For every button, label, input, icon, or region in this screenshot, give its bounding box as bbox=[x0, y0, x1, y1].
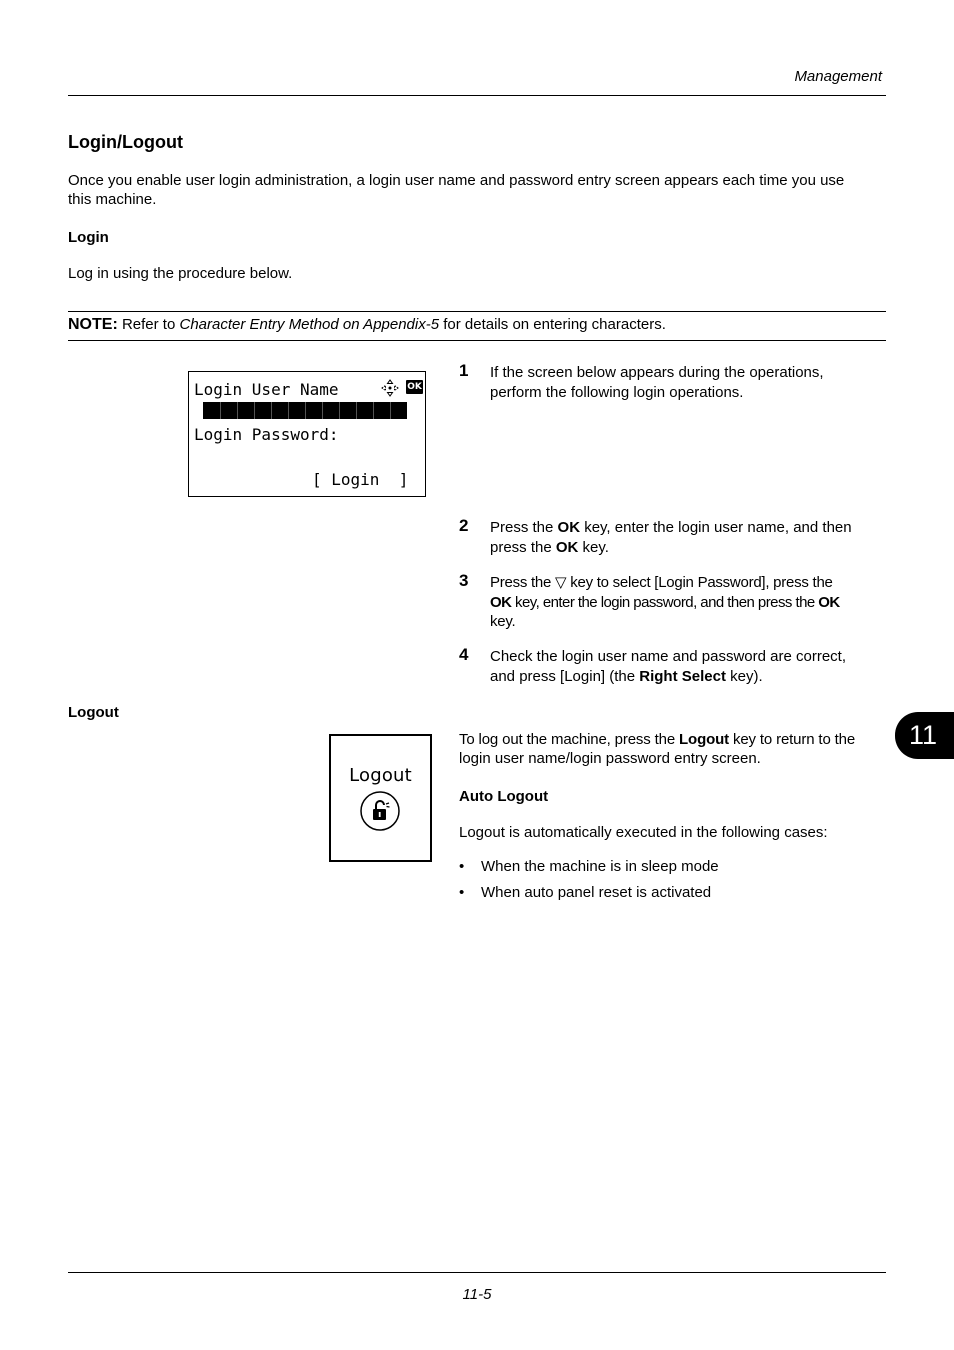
step-1-line-1: If the screen below appears during the operations, bbox=[490, 364, 824, 381]
ok-key-ref: OK bbox=[555, 538, 579, 556]
right-select-key-ref: Right Select bbox=[639, 667, 726, 685]
ok-key-ref: OK bbox=[557, 519, 581, 536]
logout-key-ref: Logout bbox=[679, 731, 729, 748]
header-rule bbox=[68, 95, 886, 96]
step-3-text-a: Press the bbox=[490, 574, 556, 591]
step-2-text-d: press the bbox=[490, 538, 556, 556]
logout-desc-a: To log out the machine, press the bbox=[459, 731, 680, 748]
step-2-text bbox=[490, 518, 886, 557]
step-3-number: 3 bbox=[459, 571, 469, 590]
ok-key-ref: OK bbox=[490, 593, 512, 611]
auto-logout-heading: Auto Logout bbox=[459, 788, 549, 805]
auto-logout-description: Logout is automatically executed in the following cases: bbox=[459, 824, 828, 841]
step-1-number: 1 bbox=[459, 361, 469, 380]
step-3-text-b: key to select [Login Password], press the bbox=[566, 574, 833, 591]
step-3-text bbox=[490, 573, 886, 632]
step-2-number: 2 bbox=[459, 516, 469, 535]
cross-key-icon bbox=[381, 379, 399, 397]
ok-key-badge: OK bbox=[407, 382, 422, 392]
step-4-text-d: key). bbox=[725, 667, 763, 685]
step-4-number: 4 bbox=[459, 645, 469, 664]
lcd-input-field bbox=[203, 402, 407, 419]
footer-rule bbox=[68, 1272, 886, 1273]
note bbox=[68, 315, 666, 334]
down-triangle-icon: ▽ bbox=[555, 574, 567, 591]
step-1-line-2: perform the following login operations. bbox=[490, 383, 744, 401]
logout-key bbox=[329, 734, 432, 862]
note-pre: Refer to bbox=[117, 316, 180, 333]
step-4-text bbox=[490, 647, 886, 686]
login-heading: Login bbox=[68, 229, 109, 246]
step-3-text-d: key, enter the login password, and then press the bbox=[511, 593, 819, 611]
logout-key-label: Logout bbox=[349, 765, 412, 786]
lcd-login-softkey: [ Login ] bbox=[312, 470, 409, 489]
page-title: Login/Logout bbox=[68, 132, 183, 152]
note-rule-bottom bbox=[68, 340, 886, 341]
step-2-text-c: key, enter the login user name, and then bbox=[580, 519, 852, 536]
chapter-tab: 11 bbox=[895, 712, 954, 759]
bullet-icon: • bbox=[459, 858, 465, 875]
note-reference: Character Entry Method on Appendix-5 bbox=[179, 316, 440, 333]
login-description: Log in using the procedure below. bbox=[68, 265, 293, 282]
intro-line-2: this machine. bbox=[68, 191, 157, 208]
note-post: for details on entering characters. bbox=[439, 316, 666, 333]
ok-key-ref: OK bbox=[818, 593, 840, 611]
logout-description bbox=[459, 730, 855, 768]
intro-line-1: Once you enable user login administration, a login user name and password entry screen appears each time you use bbox=[68, 172, 845, 189]
auto-logout-case-sleep: When the machine is in sleep mode bbox=[481, 858, 719, 875]
page-number: 11-5 bbox=[462, 1286, 492, 1303]
step-3-text-f: key. bbox=[490, 613, 516, 630]
step-4-line-1: Check the login user name and password are correct, bbox=[490, 648, 847, 665]
auto-logout-case-panel-reset: When auto panel reset is activated bbox=[481, 884, 712, 901]
note-rule-top bbox=[68, 311, 886, 312]
header-section-title: Management bbox=[794, 68, 882, 85]
lcd-line-user-name: Login User Name bbox=[194, 380, 339, 399]
step-4-text-b: and press [Login] (the bbox=[490, 667, 640, 685]
step-2-text-a: Press the bbox=[490, 519, 558, 536]
step-1-text bbox=[490, 363, 886, 402]
step-2-text-f: key. bbox=[578, 538, 609, 556]
unlock-icon bbox=[359, 790, 401, 832]
lcd-line-password: Login Password: bbox=[194, 425, 339, 444]
note-label: NOTE: bbox=[68, 316, 118, 333]
logout-desc-d: login user name/login password entry screen. bbox=[459, 750, 761, 767]
logout-heading: Logout bbox=[68, 704, 119, 721]
lcd-login-screen bbox=[188, 371, 426, 497]
bullet-icon: • bbox=[459, 884, 465, 901]
logout-desc-c: key to return to the bbox=[728, 731, 856, 748]
